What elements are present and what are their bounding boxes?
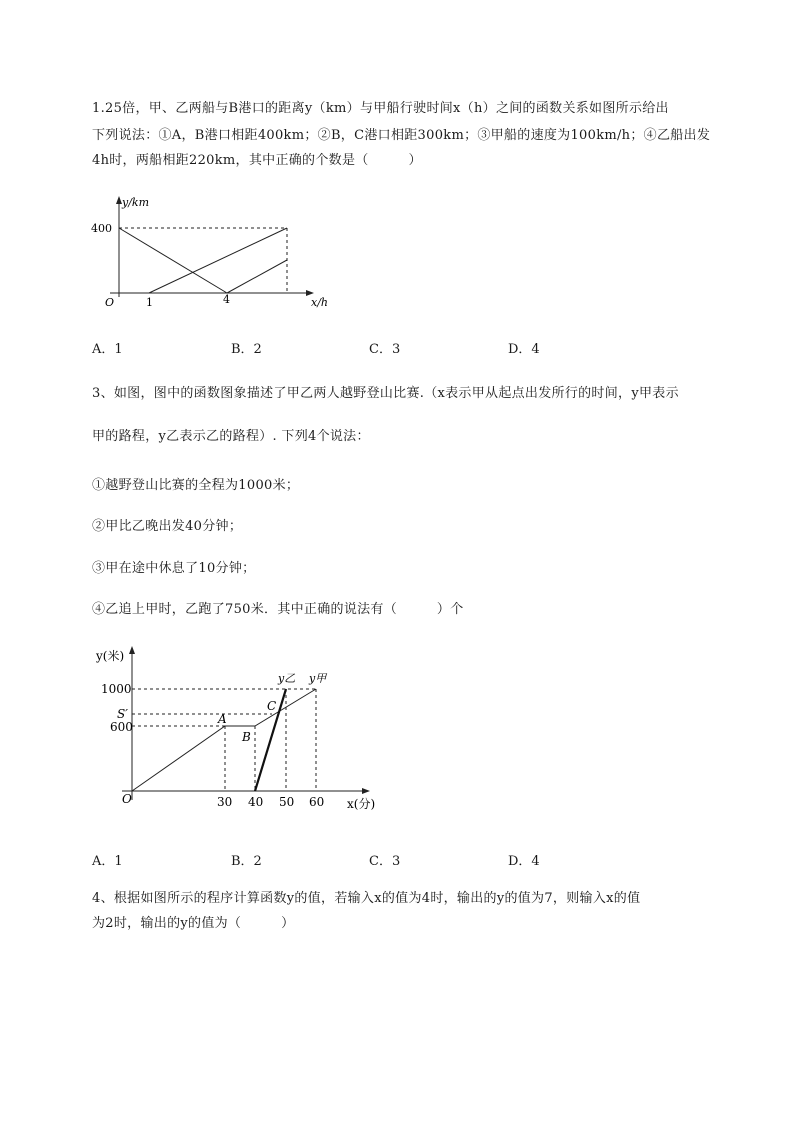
q1-text-line-2: 下列说法：①A，B港口相距400km；②B，C港口相距300km；③甲船的速度为100km/h；④乙船出发 (92, 128, 711, 143)
q3-option-b[interactable]: B．2 (231, 854, 262, 869)
q3-statement-4: ④乙追上甲时，乙跑了750米．其中正确的说法有（ ）个 (92, 602, 464, 617)
q1-line-up (149, 228, 287, 293)
q1-origin-label: O (105, 296, 115, 309)
q1-line-up-2 (227, 260, 287, 293)
q1-y-tick-400: 400 (91, 222, 112, 235)
q4-text-line-2: 为2时，输出的y的值为（ ） (92, 916, 295, 931)
q1-x-axis-label: x/h (311, 296, 328, 309)
q3-options (92, 850, 712, 869)
q3-origin-label: O (122, 792, 132, 806)
q3-option-c[interactable]: C．3 (369, 854, 401, 869)
q3-text-line-1: 3、如图，图中的函数图象描述了甲乙两人越野登山比赛.（x表示甲从起点出发所行的时间，y甲表示 (92, 386, 679, 401)
q3-y-tick-s: S′ (117, 707, 128, 721)
q3-statement-1: ①越野登山比赛的全程为1000米； (92, 478, 300, 493)
q4-text-line-1: 4、根据如图所示的程序计算函数y的值，若输入x的值为4时，输出的y的值为7，则输入x的值 (92, 891, 641, 906)
q1-option-b[interactable]: B．2 (231, 342, 262, 357)
q3-point-b-label: B (242, 730, 251, 744)
q1-text-line-3: 4h时，两船相距220km，其中正确的个数是（ ） (92, 153, 422, 168)
q1-x-tick-4: 4 (223, 293, 230, 306)
q1-option-a[interactable]: A．1 (92, 342, 123, 357)
q3-x-tick-50: 50 (279, 795, 295, 809)
q1-text-line-1: 1.25倍，甲、乙两船与B港口的距离y（km）与甲船行驶时间x（h）之间的函数关系如图所示给出 (92, 101, 669, 116)
q3-point-a-label: A (218, 712, 227, 726)
q1-y-axis-label: y/km (122, 196, 150, 209)
q3-x-tick-30: 30 (217, 795, 233, 809)
q3-point-c-label: C (267, 699, 277, 713)
q3-y-axis-label: y(米) (96, 649, 125, 663)
q3-statement-3: ③甲在途中休息了10分钟； (92, 561, 256, 576)
q1-options (92, 338, 712, 357)
q3-x-axis-label: x(分) (347, 797, 376, 811)
q3-statement-2: ②甲比乙晚出发40分钟； (92, 519, 243, 534)
q3-text-line-2: 甲的路程，y乙表示乙的路程）. 下列4个说法： (92, 429, 370, 444)
q3-yi-label: y乙 (278, 672, 296, 685)
q1-graph (88, 192, 348, 312)
q3-x-tick-60: 60 (309, 795, 325, 809)
q3-y-tick-600: 600 (110, 720, 133, 734)
q3-y-axis-arrow (129, 646, 135, 654)
q1-option-c[interactable]: C．3 (369, 342, 401, 357)
q3-jia-label: y甲 (309, 672, 327, 685)
q1-line-down (119, 228, 227, 293)
q3-option-a[interactable]: A．1 (92, 854, 123, 869)
q3-option-d[interactable]: D．4 (508, 854, 540, 869)
q1-x-tick-1: 1 (146, 296, 153, 309)
q3-graph (92, 640, 392, 820)
q3-y-tick-1000: 1000 (101, 682, 132, 696)
q1-option-d[interactable]: D．4 (508, 342, 540, 357)
q3-x-tick-40: 40 (248, 795, 264, 809)
q3-x-axis-arrow (362, 788, 370, 794)
q3-jia-path (132, 689, 316, 791)
